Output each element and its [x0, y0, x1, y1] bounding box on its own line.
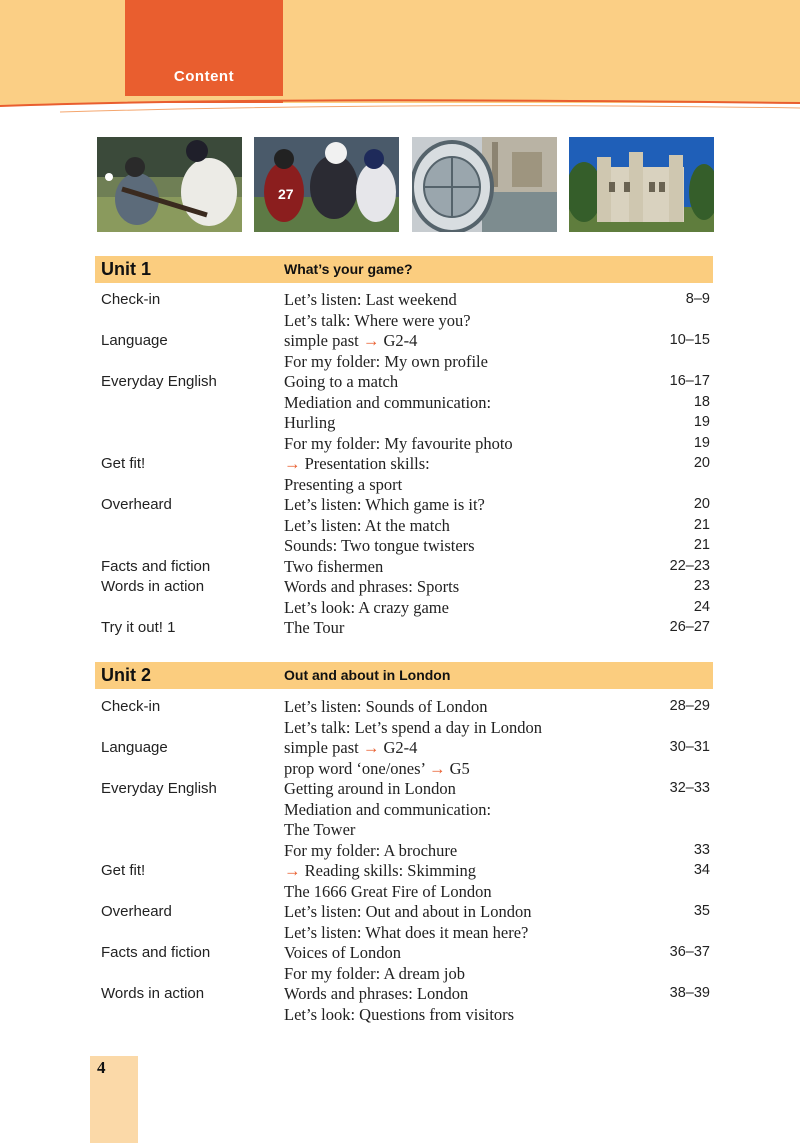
toc-category: Check-in: [101, 291, 161, 308]
arrow-icon: →: [284, 454, 301, 473]
toc-topic: [284, 372, 398, 392]
arrow-icon: →: [362, 331, 380, 350]
toc-topic-text: Voices of London: [284, 943, 402, 962]
page-number: 4: [97, 1058, 106, 1077]
toc-topic: [284, 861, 476, 881]
toc-row: [0, 454, 800, 475]
toc-pages: 23: [693, 578, 710, 594]
toc-category: Overheard: [101, 496, 172, 513]
toc-topic: [284, 311, 471, 331]
toc-pages: 30–31: [669, 739, 710, 755]
toc-topic: [284, 393, 491, 413]
toc-pages: 10–15: [669, 332, 710, 348]
toc-row: [0, 738, 800, 759]
toc-pages: 20: [693, 496, 710, 512]
content-tab: [125, 0, 283, 103]
toc-topic: [284, 923, 528, 943]
toc-topic-text: prop word ‘one/ones’ → G5: [284, 758, 470, 778]
toc-topic-text: simple past → G2-4: [284, 738, 418, 757]
toc-row: [0, 779, 800, 800]
toc-row: [0, 902, 800, 923]
toc-topic-text: Presenting a sport: [284, 474, 403, 494]
svg-text:27: 27: [278, 186, 294, 202]
toc-topic: [284, 516, 450, 536]
toc-topic: [284, 331, 417, 351]
toc-category: Language: [101, 332, 168, 349]
toc-row: [0, 290, 800, 311]
toc-row: [0, 311, 800, 332]
toc-topic: [284, 759, 470, 779]
toc-row: [0, 434, 800, 455]
toc-pages: 33: [693, 841, 710, 858]
toc-topic: [284, 475, 402, 495]
toc-topic: [284, 738, 417, 758]
toc-topic: [284, 352, 488, 372]
toc-row: [0, 718, 800, 739]
toc-topic-text: Let’s listen: Sounds of London: [284, 697, 488, 716]
toc-pages: 32–33: [669, 780, 710, 796]
toc-topic-text: Two fishermen: [284, 556, 384, 576]
toc-row: [0, 1005, 800, 1026]
toc-topic-text: For my folder: My favourite photo: [284, 433, 513, 453]
toc-topic: [284, 434, 513, 454]
unit-1-header: [95, 256, 713, 283]
toc-topic-text: Hurling: [284, 413, 336, 432]
toc-row: [0, 577, 800, 598]
content-label: Content: [173, 68, 235, 85]
toc-category: Words in action: [101, 578, 205, 595]
toc-topic-text: simple past → G2-4: [284, 331, 418, 350]
toc-topic-text: Let’s listen: At the match: [284, 515, 450, 535]
toc-pages: 21: [693, 537, 710, 553]
toc-topic-text: Mediation and communication:: [284, 392, 492, 412]
toc-pages: 28–29: [669, 698, 710, 714]
toc-pages: 24: [693, 598, 710, 615]
toc-topic-text: Let’s look: Questions from visitors: [284, 1004, 515, 1024]
unit-1-topic: What’s your game?: [284, 261, 413, 277]
toc-category: Get fit!: [101, 455, 146, 472]
toc-category: Words in action: [101, 985, 205, 1002]
toc-topic: [284, 1005, 514, 1025]
toc-topic-text: Let’s listen: What does it mean here?: [284, 922, 529, 942]
tower-of-london-photo: [569, 137, 714, 232]
toc-row: [0, 820, 800, 841]
toc-category: Language: [101, 739, 168, 756]
toc-row: [0, 352, 800, 373]
toc-topic-text: Words and phrases: London: [284, 984, 469, 1003]
toc-row: [0, 557, 800, 578]
toc-topic-text: The Tower: [284, 820, 356, 839]
toc-topic-text: Getting around in London: [284, 779, 456, 798]
toc-pages: 19: [693, 414, 710, 430]
toc-category: Get fit!: [101, 862, 146, 879]
toc-row: [0, 413, 800, 434]
toc-category: Try it out! 1: [101, 619, 176, 636]
toc-row: [0, 923, 800, 944]
arrow-icon: →: [428, 758, 446, 778]
toc-row: [0, 393, 800, 414]
toc-row: [0, 800, 800, 821]
toc-row: [0, 964, 800, 985]
toc-row: [0, 372, 800, 393]
toc-topic: [284, 964, 465, 984]
toc-row: [0, 475, 800, 496]
toc-topic-text: Let’s talk: Where were you?: [284, 310, 471, 330]
toc-row: [0, 516, 800, 537]
toc-row: [0, 882, 800, 903]
toc-topic: [284, 902, 531, 922]
baseball-photo: [97, 137, 242, 232]
unit-2-header: [95, 662, 713, 689]
toc-row: [0, 598, 800, 619]
toc-topic: [284, 820, 355, 840]
toc-category: Overheard: [101, 903, 172, 920]
toc-category: Everyday English: [101, 780, 217, 797]
toc-topic-text: Going to a match: [284, 372, 399, 391]
american-football-photo: [254, 137, 399, 232]
toc-pages: 35: [693, 903, 710, 919]
toc-topic: [284, 536, 475, 556]
toc-topic: [284, 882, 492, 902]
toc-topic: [284, 984, 468, 1004]
arrow-icon: →: [284, 861, 301, 880]
toc-pages: 36–37: [669, 944, 710, 960]
header-band: [0, 0, 800, 103]
toc-topic-text: Words and phrases: Sports: [284, 577, 460, 596]
toc-row: [0, 618, 800, 639]
toc-topic: [284, 557, 383, 577]
toc-pages: 18: [693, 393, 710, 410]
toc-category: Facts and fiction: [101, 557, 211, 575]
toc-topic-text: Reading skills: Skimming: [304, 861, 477, 880]
toc-pages: 34: [693, 862, 710, 878]
toc-pages: 21: [693, 516, 710, 533]
toc-topic-text: Let’s listen: Which game is it?: [284, 495, 485, 514]
toc-pages: 22–23: [669, 557, 710, 574]
toc-topic-text: Sounds: Two tongue twisters: [284, 536, 475, 555]
toc-topic-text: For my folder: A dream job: [284, 963, 466, 983]
london-eye-photo: [412, 137, 557, 232]
toc-row: [0, 759, 800, 780]
toc-topic: [284, 290, 457, 310]
toc-topic-text: Let’s look: A crazy game: [284, 597, 449, 617]
toc-category: Facts and fiction: [101, 944, 211, 961]
toc-row: [0, 536, 800, 557]
toc-pages: 26–27: [669, 619, 710, 635]
toc-topic-text: For my folder: My own profile: [284, 351, 488, 371]
toc-topic: [284, 413, 335, 433]
toc-topic: [284, 779, 456, 799]
unit-2-topic: Out and about in London: [284, 667, 451, 683]
toc-topic: [284, 800, 491, 820]
toc-topic: [284, 618, 344, 638]
toc-topic-text: Mediation and communication:: [284, 799, 492, 819]
toc-category: Everyday English: [101, 373, 217, 390]
header-swoosh: [0, 96, 800, 120]
toc-row: [0, 861, 800, 882]
toc-topic-text: Presentation skills:: [304, 454, 430, 473]
toc-topic-text: Let’s talk: Let’s spend a day in London: [284, 717, 542, 737]
toc-row: [0, 984, 800, 1005]
unit-1-title: Unit 1: [101, 259, 152, 279]
unit-2-title: Unit 2: [101, 665, 152, 685]
toc-topic-text: Let’s listen: Last weekend: [284, 290, 457, 309]
toc-pages: 38–39: [669, 985, 710, 1001]
toc-topic: [284, 454, 430, 474]
toc-row: [0, 943, 800, 964]
toc-row: [0, 841, 800, 862]
toc-topic: [284, 697, 488, 717]
toc-pages: 8–9: [685, 291, 710, 307]
toc-pages: 20: [693, 455, 710, 471]
arrow-icon: →: [362, 738, 380, 757]
toc-category: Check-in: [101, 698, 161, 715]
toc-row: [0, 331, 800, 352]
toc-row: [0, 495, 800, 516]
toc-pages: 19: [693, 434, 710, 451]
toc-topic-text: For my folder: A brochure: [284, 840, 458, 860]
toc-pages: 16–17: [669, 373, 710, 389]
toc-topic: [284, 495, 485, 515]
toc-topic-text: The 1666 Great Fire of London: [284, 881, 492, 901]
toc-topic: [284, 943, 401, 963]
toc-topic: [284, 718, 542, 738]
toc-topic: [284, 598, 449, 618]
toc-topic: [284, 841, 457, 861]
toc-topic: [284, 577, 459, 597]
toc-topic-text: Let’s listen: Out and about in London: [284, 902, 532, 921]
toc-topic-text: The Tour: [284, 618, 345, 637]
toc-row: [0, 697, 800, 718]
